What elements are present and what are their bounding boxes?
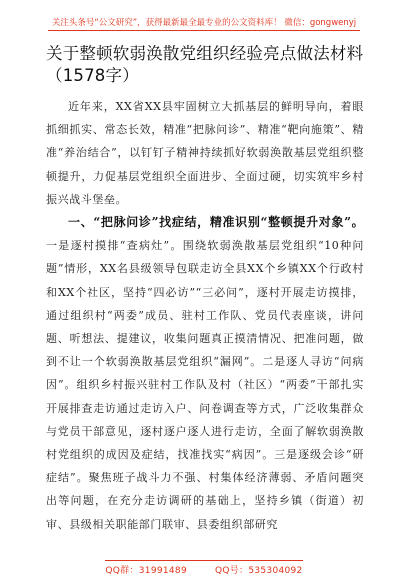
intro-paragraph: 近年来，XX省XX县牢固树立大抓基层的鲜明导向，着眼抓细抓实、常态长效，精准“把脉问诊”、精准“靶向施策”、精准“养治结合”，以钉钉子精神持续抓好软弱涣散基层党组织整顿提升，力促基层党组织全面进步、全面过硬，切实筑牢乡村振兴战斗堡垒。 — [46, 100, 364, 206]
qq-number: QQ号：535304092 — [214, 566, 303, 576]
footer-contact — [105, 560, 302, 576]
section-1-text: 一是逐村摸排“查病灶”。围绕软弱涣散基层党组织“10种问题”情形，XX名县级领导包联走访全县XX个乡镇XX个行政村和XX个社区，坚持“四必访”“三必问”，逐村开展走访摸排，通过组织村“两委”成员、驻村工作队、党员代表座谈，讲问题、听想法、提建议，收集问题真正摸清情况、把准问题，做到不让一个软弱涣散基层党组织“漏网”。二是逐人寻访“问病因”。组织乡村振兴驻村工作队及村（社区）“两委”干部扎实开展排查走访通过走访入户、问卷调查等方式，广泛收集群众与党员干部意见，逐村逐户逐人进行走访，全面了解软弱涣散村党组织的成因及症结，找准找实“病因”。三是逐级会诊“研症结”。聚焦班子战斗力不强、村集体经济薄弱、矛盾问题突出等问题，在充分走访调研的基础上，坚持乡镇（街道）初审、县级相关职能部门联审、县委组织部研究 — [46, 239, 364, 531]
page-header — [0, 10, 408, 31]
document-body — [46, 95, 364, 536]
header-promo-text: 关注头条号“公文研究”，获得最新最全最专业的公文资料库！ 微信：gongwenyj — [48, 16, 360, 31]
document-title: 关于整顿软弱涣散党组织经验亮点做法材料（1578字） — [46, 44, 364, 85]
qq-group-number: QQ群：31991489 — [105, 566, 187, 576]
section-1-heading: 一、“把脉问诊”找症结，精准识别“整顿提升对象”。 — [68, 215, 364, 230]
section-1-paragraph — [46, 211, 364, 536]
page-footer — [0, 558, 408, 577]
